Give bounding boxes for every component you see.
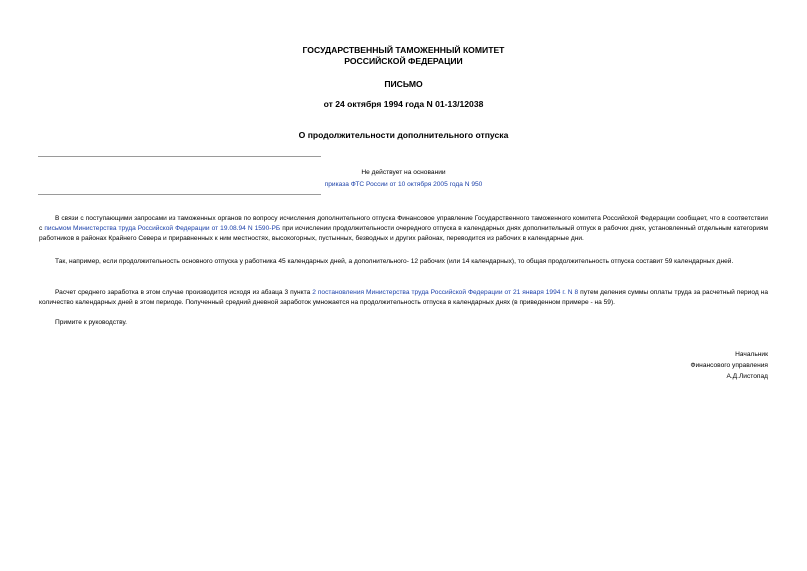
divider-bottom [38,194,321,195]
paragraph-3-text-a: Расчет среднего заработка в этом случае производится исходя из абзаца 3 пункта [55,289,313,296]
paragraph-2: Так, например, если продолжительность основного отпуска у работника 45 календарных дней, а дополнительного- 12 рабочих (или 14 календарных), то общая продолжительность отпуска составит 59 календарных дней. [55,258,734,265]
signature-department: Финансового управления [690,362,768,369]
org-line-2: РОССИЙСКОЙ ФЕДЕРАЦИИ [344,56,463,66]
document-date-number: от 24 октября 1994 года N 01-13/12038 [323,99,484,109]
paragraph-1-text-b: при исчислении продолжительности очередного отпуска в календарных днях дополнительный отпуск в рабочих днях, установленный отдельным категориям работников в районах Крайнего Севера и приравненных к ним местностях, высокогорных, пустынных, безводных и других районах, переводится из рабочих в календарные дни. [39,225,768,243]
status-link[interactable]: приказа ФТС России от 10 октября 2005 года N 950 [324,181,483,188]
paragraph-3-text-b: путем деления суммы оплаты труда за расчетный период на количество календарных дней в этом периоде. Полученный средний дневной заработок умножается на продолжительность отпуска в календарных днях (в приведенном примере - на 59). [39,289,768,307]
org-line-1: ГОСУДАРСТВЕННЫЙ ТАМОЖЕННЫЙ КОМИТЕТ [302,45,505,55]
status-text: Не действует на основании [361,169,446,176]
resolution-link[interactable]: 2 постановления Министерства труда Российской Федерации от 21 января 1994 г. N 8 [312,289,579,296]
issuing-organization [0,45,807,67]
document-type: ПИСЬМО [384,79,423,89]
document-subject: О продолжительности дополнительного отпуска [298,130,509,140]
paragraph-3 [39,288,768,308]
ministry-letter-link[interactable]: письмом Министерства труда Российской Федерации от 19.08.94 N 1590-РБ [44,225,281,233]
signature-title: Начальник [735,351,768,358]
status-note [200,167,607,191]
paragraph-1 [39,214,768,245]
divider-top [38,156,321,157]
paragraph-4: Примите к руководству. [55,319,127,326]
signature-name: А.Д.Листопад [726,373,768,380]
paragraph-1-text-a: В связи с поступающими запросами из таможенных органов по вопросу исчисления дополнительного отпуска Финансовое управление Государственного таможенного комитета Российской Федерации сообщает, что в соответствии с [39,215,768,233]
signature-block [690,349,768,382]
